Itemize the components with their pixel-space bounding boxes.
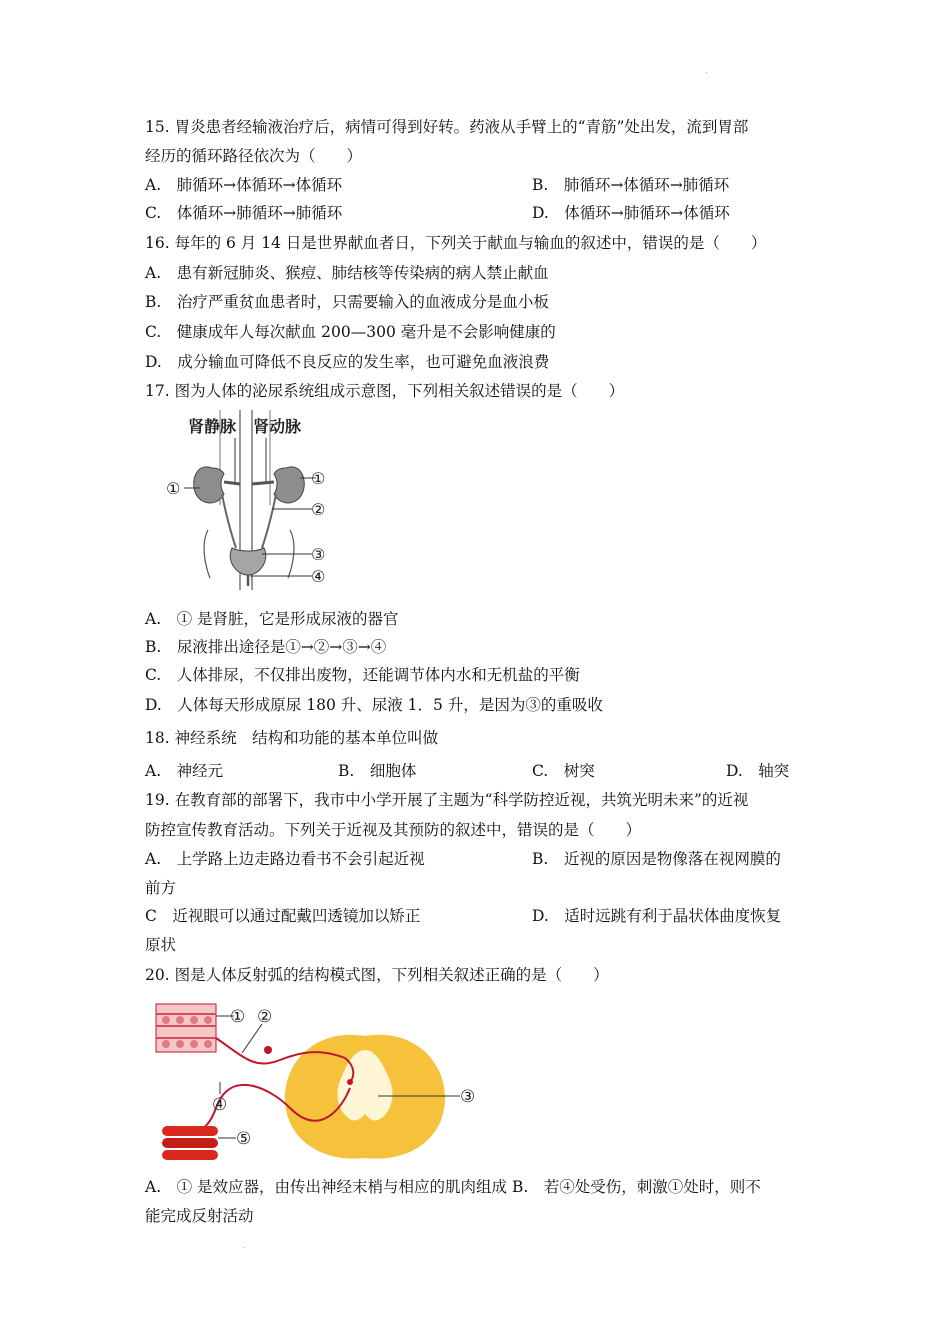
marker-1-left: ① bbox=[166, 479, 181, 498]
q19-option-d-cont: 原状 bbox=[145, 936, 177, 954]
q19-stem-line1: 19. 在教育部的部署下，我市中小学开展了主题为“科学防控近视，共筑光明未来”的近视 bbox=[145, 791, 749, 809]
q16-option-c[interactable]: C. 健康成年人每次献血 200—300 毫升是不会影响健康的 bbox=[145, 323, 556, 341]
renal-vein-label: 肾静脉 bbox=[188, 417, 237, 436]
skin-receptor-shape bbox=[156, 1004, 216, 1052]
q19-option-a[interactable]: A. 上学路上边走路边看书不会引起近视 bbox=[145, 850, 425, 868]
left-kidney-shape bbox=[194, 467, 224, 503]
q16-option-a[interactable]: A. 患有新冠肺炎、猴痘、肺结核等传染病的病人禁止献血 bbox=[145, 264, 549, 282]
muscle-effector-shape bbox=[162, 1126, 218, 1160]
marker-4: ④ bbox=[212, 1095, 228, 1115]
ureter-shape bbox=[222, 494, 276, 548]
q17-option-b[interactable]: B. 尿液排出途径是①→②→③→④ bbox=[145, 638, 387, 656]
q17-option-d[interactable]: D. 人体每天形成原尿 180 升、尿液 1．5 升，是因为③的重吸收 bbox=[145, 696, 603, 714]
page-dot-bottom: . bbox=[243, 1241, 246, 1250]
q15-stem-line1: 15. 胃炎患者经输液治疗后，病情可得到好转。药液从手臂上的“青筋”处出发，流到胃部 bbox=[145, 118, 749, 136]
q19-option-b-cont: 前方 bbox=[145, 879, 177, 897]
q15-option-b[interactable]: B. 肺循环→体循环→肺循环 bbox=[532, 176, 730, 194]
marker-2: ② bbox=[257, 1007, 273, 1027]
q18-stem: 18. 神经系统 结构和功能的基本单位叫做 bbox=[145, 729, 439, 747]
q19-option-b[interactable]: B. 近视的原因是物像落在视网膜的 bbox=[532, 850, 781, 868]
q20-stem: 20. 图是人体反射弧的结构模式图，下列相关叙述正确的是（ ） bbox=[145, 966, 609, 984]
q19-option-d[interactable]: D. 适时远跳有利于晶状体曲度恢复 bbox=[532, 907, 782, 925]
q18-option-b[interactable]: B. 细胞体 bbox=[338, 762, 417, 780]
q18-option-d[interactable]: D. 轴突 bbox=[726, 762, 790, 780]
marker-4: ④ bbox=[311, 567, 326, 586]
q18-option-c[interactable]: C. 树突 bbox=[532, 762, 595, 780]
q17-option-a[interactable]: A. ① 是肾脏，它是形成尿液的器官 bbox=[145, 610, 399, 628]
q16-option-d[interactable]: D. 成分输血可降低不良反应的发生率，也可避免血液浪费 bbox=[145, 353, 550, 371]
marker-5: ⑤ bbox=[236, 1129, 252, 1149]
q15-stem-line2: 经历的循环路径依次为（ ） bbox=[145, 147, 363, 165]
marker-2: ② bbox=[311, 500, 326, 519]
bladder-shape bbox=[230, 548, 266, 575]
renal-artery-label: 肾动脉 bbox=[253, 417, 302, 436]
q15-option-c[interactable]: C. 体循环→肺循环→肺循环 bbox=[145, 204, 343, 222]
marker-3: ③ bbox=[460, 1087, 476, 1107]
q19-option-c[interactable]: C 近视眼可以通过配戴凹透镜加以矫正 bbox=[145, 907, 421, 925]
marker-1: ① bbox=[230, 1007, 246, 1027]
q20-options-ab-line1[interactable]: A. ① 是效应器，由传出神经末梢与相应的肌肉组成 B. 若④处受伤，刺激①处时，则不 bbox=[145, 1178, 761, 1196]
marker-1-right: ① bbox=[311, 469, 326, 488]
q16-stem: 16. 每年的 6 月 14 日是世界献血者日，下列关于献血与输血的叙述中，错误的是（ ） bbox=[145, 234, 767, 252]
q16-option-b[interactable]: B. 治疗严重贫血患者时，只需要输入的血液成分是血小板 bbox=[145, 293, 549, 311]
q20-options-ab-line2: 能完成反射活动 bbox=[145, 1207, 254, 1225]
q18-option-a[interactable]: A. 神经元 bbox=[145, 762, 224, 780]
marker-3: ③ bbox=[311, 545, 326, 564]
q19-stem-line2: 防控宣传教育活动。下列关于近视及其预防的叙述中，错误的是（ ） bbox=[145, 821, 642, 839]
right-kidney-shape bbox=[274, 467, 304, 503]
q15-option-d[interactable]: D. 体循环→肺循环→体循环 bbox=[532, 204, 730, 222]
page-dot-top: . bbox=[705, 66, 708, 75]
q17-option-c[interactable]: C. 人体排尿，不仅排出废物，还能调节体内水和无机盐的平衡 bbox=[145, 666, 580, 684]
q17-stem: 17. 图为人体的泌尿系统组成示意图，下列相关叙述错误的是（ ） bbox=[145, 382, 625, 400]
q15-option-a[interactable]: A. 肺循环→体循环→体循环 bbox=[145, 176, 343, 194]
reflex-arc-figure bbox=[150, 998, 495, 1168]
urinary-system-figure bbox=[160, 410, 340, 590]
